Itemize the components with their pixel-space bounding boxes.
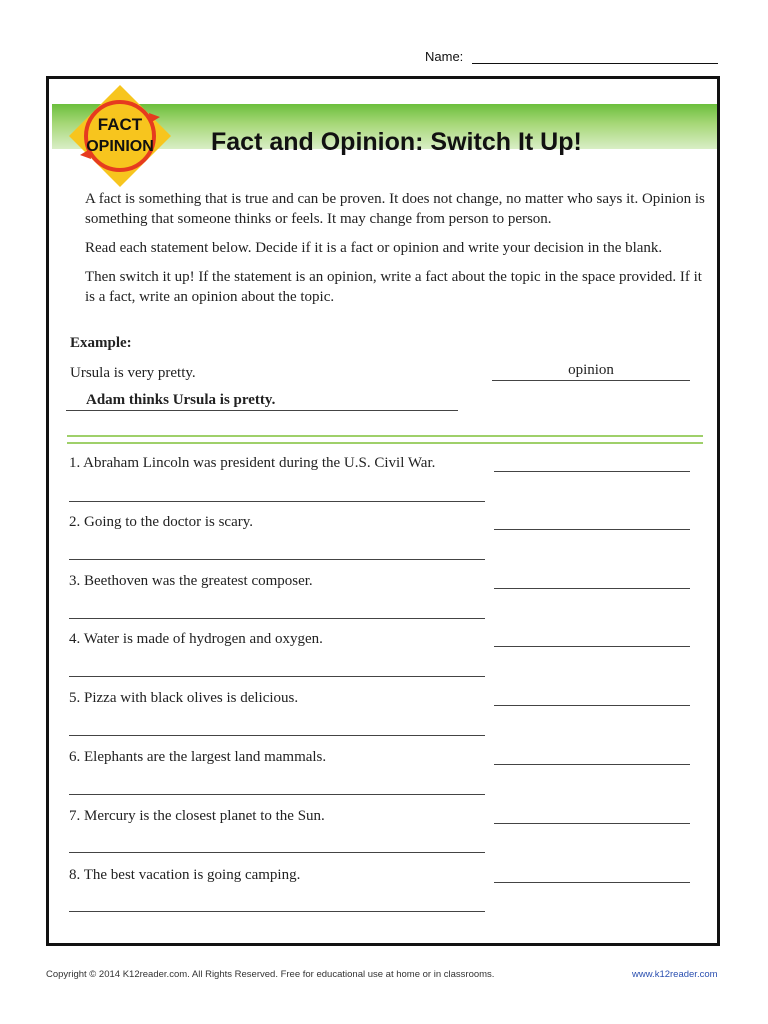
example-statement: Ursula is very pretty. xyxy=(70,365,196,381)
logo-opinion-text: OPINION xyxy=(86,138,154,155)
question-text: 1. Abraham Lincoln was president during the U.S. Civil War. xyxy=(69,455,436,471)
page-title: Fact and Opinion: Switch It Up! xyxy=(211,128,582,156)
question-text: 2. Going to the doctor is scary. xyxy=(69,514,253,530)
switch-blank[interactable] xyxy=(69,794,485,795)
site-link[interactable]: www.k12reader.com xyxy=(632,969,718,980)
switch-blank[interactable] xyxy=(69,618,485,619)
switch-blank[interactable] xyxy=(69,852,485,853)
answer-blank[interactable] xyxy=(494,705,690,706)
question-text: 7. Mercury is the closest planet to the Sun. xyxy=(69,808,325,824)
answer-blank[interactable] xyxy=(494,764,690,765)
copyright-text: Copyright © 2014 K12reader.com. All Rights Reserved. Free for educational use at home or in classrooms. xyxy=(46,969,495,980)
name-label: Name: xyxy=(425,49,464,64)
instruction-paragraph: Then switch it up! If the statement is an opinion, write a fact about the topic in the space provided. If it is a fact, write an opinion about the topic. xyxy=(85,269,702,305)
question-text: 3. Beethoven was the greatest composer. xyxy=(69,573,313,589)
logo-fact-text: FACT xyxy=(97,115,143,134)
answer-blank[interactable] xyxy=(494,823,690,824)
question-text: 8. The best vacation is going camping. xyxy=(69,867,301,883)
example-switched: Adam thinks Ursula is pretty. xyxy=(86,392,276,408)
worksheet-frame xyxy=(46,76,720,946)
fact-opinion-logo xyxy=(65,81,175,191)
answer-blank[interactable] xyxy=(494,882,690,883)
question-text: 6. Elephants are the largest land mammals. xyxy=(69,749,327,765)
answer-blank[interactable] xyxy=(494,646,690,647)
answer-blank[interactable] xyxy=(494,529,690,530)
example-switched-line xyxy=(66,388,458,411)
instruction-paragraph: Read each statement below. Decide if it is a fact or opinion and write your decision in the blank. xyxy=(85,240,663,256)
answer-blank[interactable] xyxy=(494,588,690,589)
switch-blank[interactable] xyxy=(69,735,485,736)
switch-blank[interactable] xyxy=(69,559,485,560)
name-blank[interactable] xyxy=(472,63,718,64)
section-divider xyxy=(67,435,703,444)
question-text: 4. Water is made of hydrogen and oxygen. xyxy=(69,631,323,647)
switch-blank[interactable] xyxy=(69,911,485,912)
switch-blank[interactable] xyxy=(69,501,485,502)
example-heading: Example: xyxy=(70,335,132,351)
answer-blank[interactable] xyxy=(494,471,690,472)
question-text: 5. Pizza with black olives is delicious. xyxy=(69,690,299,706)
example-answer: opinion xyxy=(568,362,614,378)
switch-blank[interactable] xyxy=(69,676,485,677)
instructions xyxy=(85,189,705,316)
example-answer-line xyxy=(492,360,690,381)
instruction-paragraph: A fact is something that is true and can be proven. It does not change, no matter who says it. Opinion is something that someone thinks or feels. It may change from person to person. xyxy=(85,191,705,227)
